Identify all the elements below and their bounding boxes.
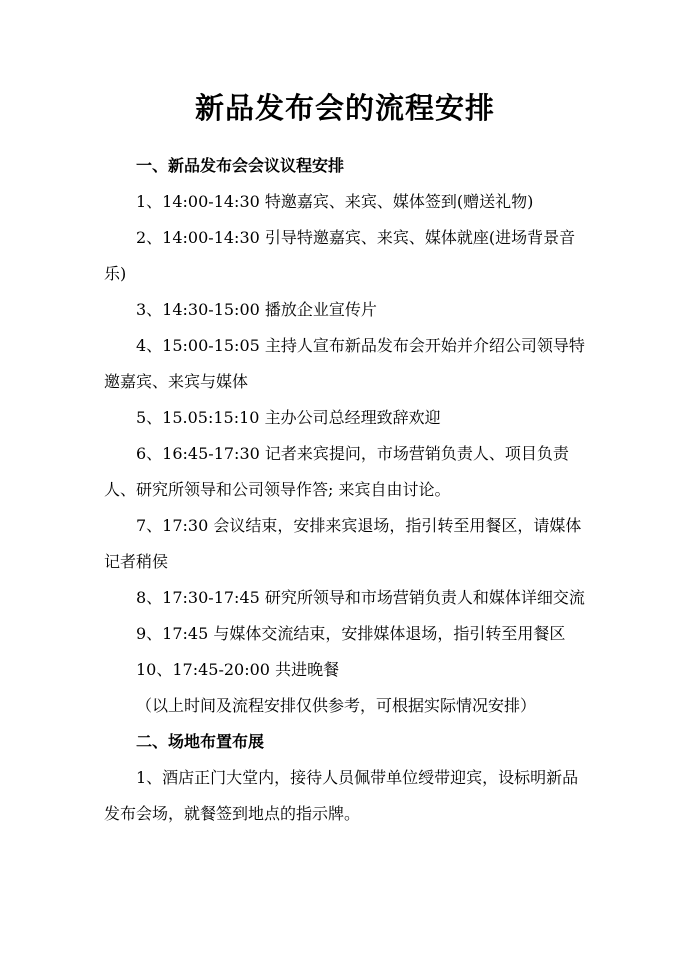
agenda-item-5: 5、15.05:15:10 主办公司总经理致辞欢迎 — [136, 408, 441, 427]
agenda-item-4: 4、15:00-15:05 主持人宣布新品发布会开始并介绍公司领导特邀嘉宾、来宾与媒体 — [104, 336, 585, 391]
agenda-note: （以上时间及流程安排仅供参考，可根据实际情况安排） — [136, 696, 537, 715]
agenda-item-7: 7、17:30 会议结束，安排来宾退场，指引转至用餐区，请媒体记者稍侯 — [104, 516, 582, 571]
agenda-item-3: 3、14:30-15:00 播放企业宣传片 — [136, 300, 377, 319]
agenda-item-8: 8、17:30-17:45 研究所领导和市场营销负责人和媒体详细交流 — [136, 588, 585, 607]
agenda-item-6: 6、16:45-17:30 记者来宾提问，市场营销负责人、项目负责人、研究所领导和公司领导作答; 来宾自由讨论。 — [104, 444, 569, 499]
agenda-item-10: 10、17:45-20:00 共进晚餐 — [136, 660, 340, 679]
section-heading-2: 二、场地布置布展 — [136, 732, 265, 751]
agenda-item-2: 2、14:00-14:30 引导特邀嘉宾、来宾、媒体就座(进场背景音乐) — [104, 228, 576, 283]
agenda-item-1: 1、14:00-14:30 特邀嘉宾、来宾、媒体签到(赠送礼物) — [136, 192, 534, 211]
document-title: 新品发布会的流程安排 — [194, 91, 495, 125]
venue-item-1: 1、酒店正门大堂内，接待人员佩带单位绶带迎宾，设标明新品发布会场，就餐签到地点的指示牌。 — [104, 768, 579, 823]
agenda-item-9: 9、17:45 与媒体交流结束，安排媒体退场，指引转至用餐区 — [136, 624, 566, 643]
section-heading-1: 一、新品发布会会议议程安排 — [136, 156, 345, 175]
